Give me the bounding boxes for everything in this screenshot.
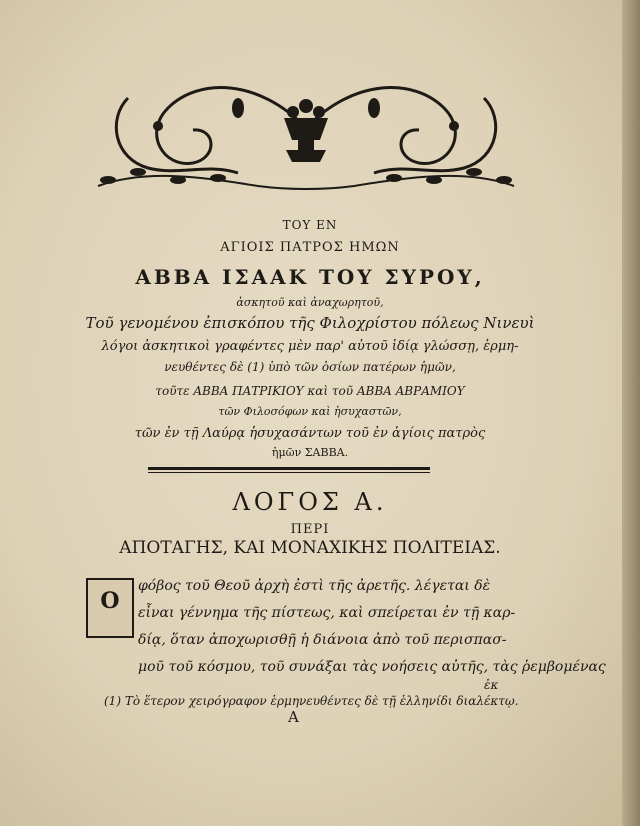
body-line-4: μοῦ τοῦ κόσμου, τοῦ συνάξαι τὰς νοήσεις αὐτῆς, τὰς ῥεμβομένας	[138, 659, 606, 675]
dropcap-letter: Ο	[100, 588, 120, 614]
heading-line-5: Τοῦ γενομένου ἐπισκόπου τῆς Φιλοχρίστου πόλεως Νινευὶ	[85, 314, 535, 332]
body-line-1: φόβος τοῦ Θεοῦ ἀρχὴ ἐστὶ τῆς ἀρετῆς. λέγεται δὲ	[138, 578, 491, 594]
signature-mark: Α	[288, 708, 299, 726]
dropcap-frame	[86, 578, 134, 638]
chapter-subtitle: ΑΠΟΤΑΓΗΣ, ΚΑΙ ΜΟΝΑΧΙΚΗΣ ΠΟΛΙΤΕΙΑΣ.	[119, 538, 501, 558]
catchword: ἐκ	[484, 678, 499, 692]
chapter-peri: ΠΕΡΙ	[290, 522, 330, 537]
chapter-title: ΛΟΓΟΣ Α.	[232, 488, 388, 516]
heading-line-11: ἡμῶν ΣΑΒΒΑ.	[271, 446, 349, 459]
headpiece-ornament	[88, 68, 524, 200]
body-line-2: εἶναι γέννημα τῆς πίστεως, καὶ σπείρεται ἐν τῇ καρ-	[138, 605, 516, 621]
page-edge	[622, 0, 640, 826]
divider-thick	[148, 467, 430, 470]
body-line-3: δίᾳ, ὅταν ἀποχωρισθῇ ἡ διάνοια ἀπὸ τοῦ περισπασ-	[138, 632, 507, 648]
heading-line-8: τοῦτε ΑΒΒΑ ΠΑΤΡΙΚΙΟΥ καὶ τοῦ ΑΒΒΑ ΑΒΡΑΜΙΟΥ	[155, 384, 465, 398]
footnote: (1) Τὸ ἕτερον χειρόγραφον ἑρμηνευθέντες δὲ τῇ ἑλληνίδι διαλέκτῳ.	[104, 694, 519, 708]
heading-line-6: λόγοι ἀσκητικοὶ γραφέντες μὲν παρ' αὐτοῦ ἰδίᾳ γλώσσῃ, ἑρμη-	[101, 339, 519, 354]
heading-line-2: ΑΓΙΟΙΣ ΠΑΤΡΟΣ ΗΜΩΝ	[220, 240, 400, 255]
heading-line-7: νευθέντες δὲ (1) ὑπὸ τῶν ὁσίων πατέρων ἡμῶν,	[164, 360, 456, 374]
heading-line-10: τῶν ἐν τῇ Λαύρᾳ ἡσυχασάντων τοῦ ἐν ἁγίοις πατρὸς	[134, 426, 486, 441]
heading-line-4: ἀσκητοῦ καὶ ἀναχωρητοῦ,	[236, 296, 384, 309]
divider-thin	[148, 472, 430, 473]
author-title: ΑΒΒΑ ΙΣΑΑΚ ΤΟΥ ΣΥΡΟΥ,	[135, 265, 485, 289]
heading-line-1: ΤΟΥ ΕΝ	[282, 218, 338, 232]
heading-line-9: τῶν Φιλοσόφων καὶ ἡσυχαστῶν,	[218, 405, 402, 418]
